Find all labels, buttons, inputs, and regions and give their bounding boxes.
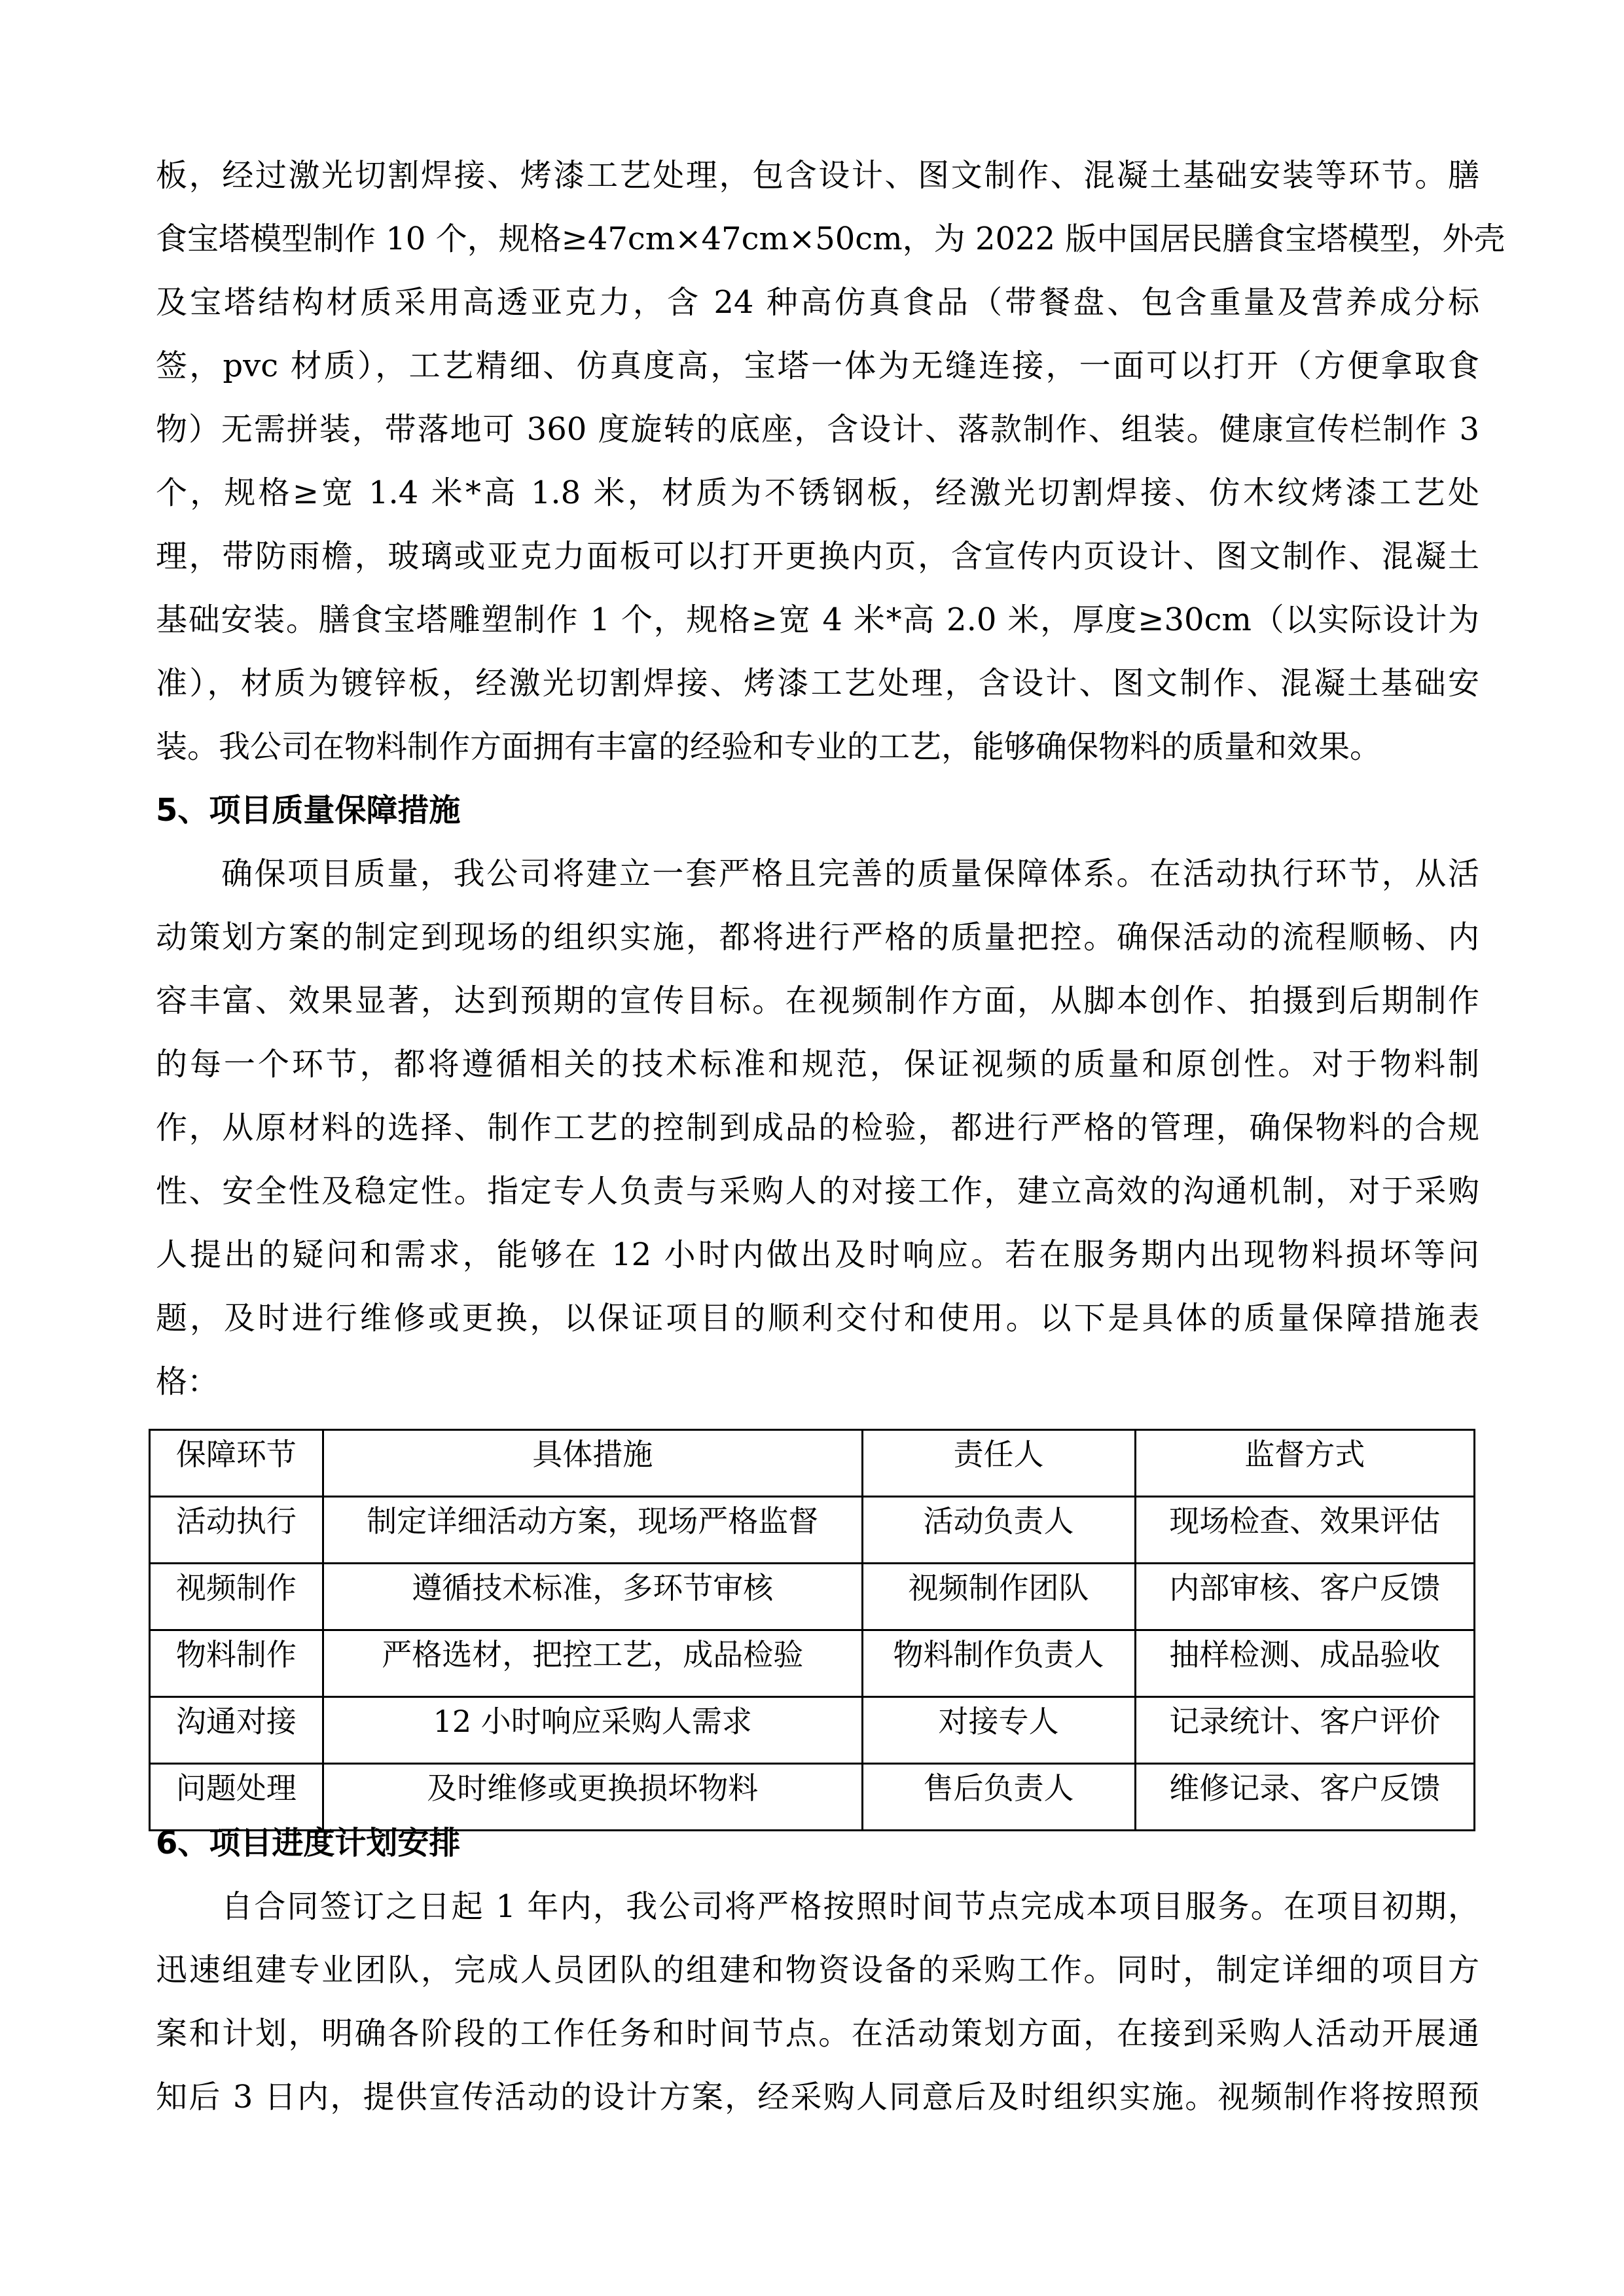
table-cell: 活动执行: [150, 1497, 323, 1564]
text-line: 及宝塔结构材质采用高透亚克力，含 24 种高仿真食品（带餐盘、包含重量及营养成分标: [156, 284, 1479, 321]
table-cell: 记录统计、客户评价: [1135, 1697, 1474, 1764]
text-line: 食宝塔模型制作 10 个，规格≥47cm×47cm×50cm，为 2022 版中国居民膳食宝塔模型，外壳: [156, 221, 1506, 257]
table-cell: 问题处理: [150, 1764, 323, 1831]
text-line: 作，从原材料的选择、制作工艺的控制到成品的检验，都进行严格的管理，确保物料的合规: [156, 1109, 1479, 1146]
table-cell: 及时维修或更换损坏物料: [323, 1764, 862, 1831]
section-heading-quality: 5、项目质量保障措施: [156, 792, 461, 829]
text-line: 装。我公司在物料制作方面拥有丰富的经验和专业的工艺，能够确保物料的质量和效果。: [156, 728, 1382, 765]
text-line: 自合同签订之日起 1 年内，我公司将严格按照时间节点完成本项目服务。在项目初期，: [221, 1888, 1479, 1925]
table-row: [150, 1564, 1475, 1630]
text-line: 基础安装。膳食宝塔雕塑制作 1 个，规格≥宽 4 米*高 2.0 米，厚度≥30cm（以实际设计为: [156, 601, 1479, 638]
table-cell: 视频制作: [150, 1564, 323, 1630]
table-cell: 视频制作团队: [862, 1564, 1135, 1630]
table-cell: 制定详细活动方案，现场严格监督: [323, 1497, 862, 1564]
table-row: [150, 1697, 1475, 1764]
section-heading-schedule: 6、项目进度计划安排: [156, 1825, 461, 1861]
table-row: [150, 1630, 1475, 1697]
table-cell: 12 小时响应采购人需求: [323, 1697, 862, 1764]
text-line: 迅速组建专业团队，完成人员团队的组建和物资设备的采购工作。同时，制定详细的项目方: [156, 1952, 1479, 1988]
table-cell: 现场检查、效果评估: [1135, 1497, 1474, 1564]
text-line: 容丰富、效果显著，达到预期的宣传目标。在视频制作方面，从脚本创作、拍摄到后期制作: [156, 982, 1479, 1019]
text-line: 签，pvc 材质），工艺精细、仿真度高，宝塔一体为无缝连接，一面可以打开（方便拿取食: [156, 348, 1479, 384]
table-cell: 遵循技术标准，多环节审核: [323, 1564, 862, 1630]
text-line: 确保项目质量，我公司将建立一套严格且完善的质量保障体系。在活动执行环节，从活: [221, 855, 1479, 892]
text-line: 格：: [156, 1363, 219, 1400]
table-row: [150, 1497, 1475, 1564]
text-line: 人提出的疑问和需求，能够在 12 小时内做出及时响应。若在服务期内出现物料损坏等问: [156, 1236, 1479, 1273]
table-header-cell: 保障环节: [150, 1430, 323, 1497]
table-cell: 抽样检测、成品验收: [1135, 1630, 1474, 1697]
text-line: 理，带防雨檐，玻璃或亚克力面板可以打开更换内页，含宣传内页设计、图文制作、混凝土: [156, 538, 1479, 575]
table-header-cell: 具体措施: [323, 1430, 862, 1497]
text-line: 物）无需拼装，带落地可 360 度旋转的底座，含设计、落款制作、组装。健康宣传栏制作 3: [156, 411, 1479, 448]
table-cell: 物料制作: [150, 1630, 323, 1697]
text-line: 知后 3 日内，提供宣传活动的设计方案，经采购人同意后及时组织实施。视频制作将按照预: [156, 2079, 1479, 2115]
table-cell: 售后负责人: [862, 1764, 1135, 1831]
table-cell: 活动负责人: [862, 1497, 1135, 1564]
text-line: 性、安全性及稳定性。指定专人负责与采购人的对接工作，建立高效的沟通机制，对于采购: [156, 1173, 1479, 1210]
quality-measures-table: [149, 1429, 1475, 1831]
table-cell: 物料制作负责人: [862, 1630, 1135, 1697]
text-line: 题，及时进行维修或更换，以保证项目的顺利交付和使用。以下是具体的质量保障措施表: [156, 1300, 1479, 1336]
table-cell: 对接专人: [862, 1697, 1135, 1764]
paragraph-materials: [156, 144, 1506, 1414]
table-header-cell: 责任人: [862, 1430, 1135, 1497]
table-header-cell: 监督方式: [1135, 1430, 1474, 1497]
text-line: 板，经过激光切割焊接、烤漆工艺处理，包含设计、图文制作、混凝土基础安装等环节。膳: [156, 157, 1479, 194]
section-schedule: [156, 1812, 1479, 2129]
table-cell: 内部审核、客户反馈: [1135, 1564, 1474, 1630]
table-cell: 沟通对接: [150, 1697, 323, 1764]
table-header-row: [150, 1430, 1475, 1497]
text-line: 个，规格≥宽 1.4 米*高 1.8 米，材质为不锈钢板，经激光切割焊接、仿木纹烤漆工艺处: [156, 475, 1479, 511]
text-line: 准），材质为镀锌板，经激光切割焊接、烤漆工艺处理，含设计、图文制作、混凝土基础安: [156, 665, 1479, 702]
table-cell: 严格选材，把控工艺，成品检验: [323, 1630, 862, 1697]
table-cell: 维修记录、客户反馈: [1135, 1764, 1474, 1831]
text-line: 的每一个环节，都将遵循相关的技术标准和规范，保证视频的质量和原创性。对于物料制: [156, 1046, 1479, 1083]
text-line: 案和计划，明确各阶段的工作任务和时间节点。在活动策划方面，在接到采购人活动开展通: [156, 2015, 1479, 2052]
text-line: 动策划方案的制定到现场的组织实施，都将进行严格的质量把控。确保活动的流程顺畅、内: [156, 919, 1479, 956]
